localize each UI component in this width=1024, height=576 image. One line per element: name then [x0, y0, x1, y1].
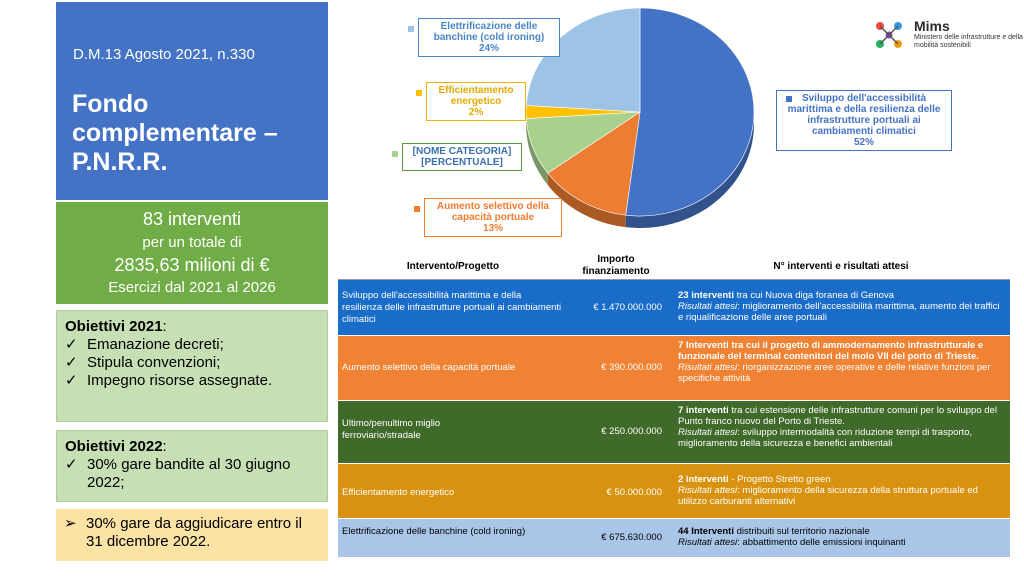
label-accessibility: Sviluppo dell'accessibilità marittima e della resilienza delle infrastrutture portuali ai cambiamenti climatici 52%: [776, 90, 952, 151]
table-row: [338, 336, 1010, 400]
row-project: Aumento selettivo della capacità portuale: [342, 362, 516, 373]
objectives-2022-heading: Obiettivi 2022: [65, 438, 163, 455]
row-amount: € 50.000.000: [606, 487, 662, 498]
objective-2021-item: ✓ Impegno risorse assegnate.: [65, 372, 273, 389]
objective-2021-item: ✓ Emanazione decreti;: [65, 336, 224, 353]
legend-square-cold-ironing: [408, 26, 414, 32]
summary-years: Esercizi dal 2021 al 2026: [108, 279, 276, 296]
objectives-2021-heading: Obiettivi 2021: [65, 318, 163, 335]
row-project: Efficientamento energetico: [342, 487, 455, 498]
row-project: Elettrificazione delle banchine (cold ironing): [342, 526, 526, 537]
label-cold-ironing: Elettrificazione delle banchine (cold ironing) 24%: [418, 18, 560, 57]
check-icon: ✓: [65, 456, 78, 473]
row-results: 23 interventi tra cui Nuova diga foranea di Genova Risultati attesi: miglioramento dell'accessibilità marittima, aumento dei traffici e riqualificazione delle aree portuali: [678, 290, 1000, 323]
objective-2021-item: ✓ Stipula convenzioni;: [65, 354, 221, 371]
row-amount: € 390.000.000: [601, 362, 662, 373]
legend-square-capacity: [414, 206, 420, 212]
objectives-2022-panel: [56, 430, 328, 502]
objectives-2022-colon: :: [162, 438, 167, 455]
label-capacity: Aumento selettivo della capacità portuale 13%: [424, 198, 562, 237]
page-title: Fondo complementare – P.N.R.R.: [72, 90, 278, 176]
objective-2022-item: ✓ 30% gare bandite al 30 giugno 2022;: [65, 456, 291, 491]
row-amount: € 250.000.000: [601, 426, 662, 437]
objectives-2021-colon: :: [162, 318, 167, 335]
header-project: Intervento/Progetto: [406, 261, 500, 272]
legend-square-placeholder: [392, 151, 398, 157]
table-row: [338, 280, 1010, 335]
table-row: [338, 464, 1010, 518]
summary-total-amount: 2835,63 milioni di €: [114, 255, 270, 275]
check-icon: ✓: [65, 354, 78, 371]
summary-total-label: per un totale di: [142, 234, 242, 251]
legend-square-accessibility: [786, 96, 792, 102]
table-header: [338, 252, 1010, 280]
row-project: Sviluppo dell'accessibilità marittima e della resilienza delle infrastrutture portuali ai cambiamenti climatici: [342, 290, 562, 325]
mims-logo: [870, 18, 910, 52]
logo-name: Mims: [914, 18, 950, 34]
table-row: [338, 401, 1010, 463]
header-results: N° interventi e risultati attesi: [773, 261, 909, 272]
row-amount: € 675.630.000: [601, 532, 662, 543]
row-results: 2 interventi - Progetto Stretto green Risultati attesi: miglioramento della sicurezza della struttura portuale ed utilizzo carburanti alternativi: [678, 474, 978, 507]
summary-interventions: 83 interventi: [142, 209, 242, 229]
logo-subtitle: Ministero delle infrastrutture e della mobilità sostenibili: [914, 34, 1023, 49]
row-project: Ultimo/penultimo miglio ferroviario/stradale: [342, 418, 441, 441]
summary-panel: [56, 202, 328, 304]
decree-reference: D.M.13 Agosto 2021, n.330: [73, 46, 255, 63]
pie-slice-accessibility: [626, 8, 754, 216]
title-panel: [56, 2, 328, 200]
legend-square-efficiency: [416, 90, 422, 96]
label-efficiency: Efficientamento energetico 2%: [426, 82, 526, 121]
objectives-2021-panel: [56, 310, 328, 422]
row-results: 44 Interventi distribuiti sul territorio nazionale Risultati attesi: abbattimento delle emissioni inquinanti: [678, 526, 906, 548]
header-amount: Importo finanziamento: [582, 254, 650, 277]
row-results: 7 Interventi tra cui il progetto di ammodernamento infrastrutturale e funzionale del terminal contenitori del molo VII del porto di Trieste. Risultati attesi: riorganizzazione aree operative e delle relative funzioni per specifiche attività: [678, 340, 991, 384]
check-icon: ✓: [65, 336, 78, 353]
label-placeholder-category: [NOME CATEGORIA] [PERCENTUALE]: [402, 143, 522, 171]
row-amount: € 1.470.000.000: [593, 302, 662, 313]
table-row: [338, 519, 1010, 557]
arrow-bullet-icon: ➢: [64, 515, 77, 532]
target-panel: [56, 509, 328, 561]
target-text: 30% gare da aggiudicare entro il 31 dicembre 2022.: [86, 515, 302, 550]
check-icon: ✓: [65, 372, 78, 389]
row-results: 7 interventi tra cui estensione delle infrastrutture comuni per lo sviluppo del Punto franco nuovo del Porto di Trieste. Risultati attesi: sviluppo intermodalità con riduzione tempi di trasporto, miglioramento della sicurezza e benefici ambientali: [678, 405, 997, 449]
